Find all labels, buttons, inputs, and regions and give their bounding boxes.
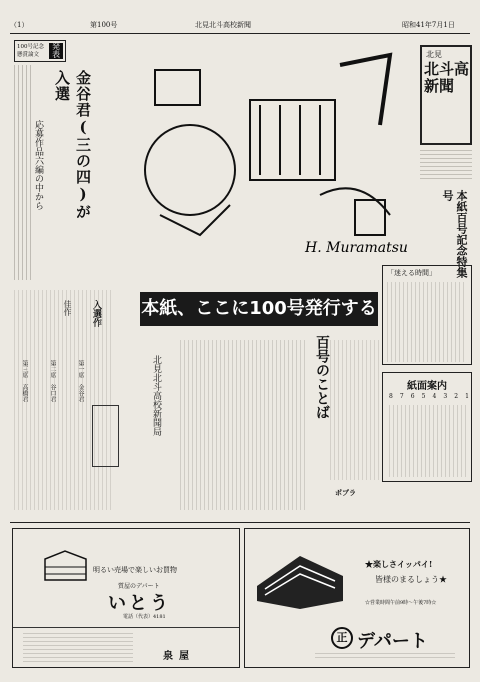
winner-list-1: 第一席 金谷君 (77, 360, 84, 402)
side-notice-box (92, 405, 119, 467)
header-paper-name: 北見北斗高校新聞 (195, 21, 251, 29)
poppu-label: ポプラ (335, 488, 356, 497)
masthead-title: 北斗高新聞 (424, 60, 470, 95)
ad-shop-sub: 質屋のデパート (118, 583, 160, 590)
masthead-info (420, 150, 472, 180)
main-banner: 本紙、ここに100号発行する (140, 292, 378, 326)
page-number: （1） (10, 21, 29, 29)
header-rule (10, 33, 470, 34)
toc-title: 紙面案内 (407, 381, 447, 392)
bottom-shop-name: 泉屋 (163, 651, 195, 662)
section-winning: 入選作 (91, 300, 101, 327)
winner-headline: 金谷君(三の四)が入選 (53, 70, 92, 220)
toc-text (389, 405, 469, 477)
contest-badge: 100号記念懸賞論文 (17, 44, 44, 58)
ad-slogan-2: 皆様のまるしょう★ (375, 575, 447, 584)
page-header (10, 20, 470, 32)
issue-number: 第100号 (90, 21, 118, 29)
ad-fine-print (23, 633, 133, 663)
column-text (14, 65, 32, 280)
editorial-text (180, 340, 308, 510)
left-body-text (14, 290, 114, 510)
feature-title: 「迷える時間」 (387, 269, 436, 277)
ad-slogan: 明るい売場で楽しいお買物 (93, 566, 177, 574)
ad-slogan-1: ★楽しさイッパイ! (365, 559, 433, 569)
sketch-clock (145, 125, 235, 215)
sketch-seven (340, 55, 390, 125)
feature-text (387, 282, 467, 362)
section-honorable: 佳作 (63, 300, 72, 316)
editorial-text-right (330, 340, 380, 480)
illustration-drawing (140, 45, 415, 255)
toc-list (389, 393, 469, 400)
sketch-school (250, 100, 335, 180)
masthead-sub: 北見 (426, 50, 442, 59)
masthead-box (420, 45, 472, 145)
winner-list-3: 第三席 高橋君 (21, 360, 28, 402)
store-building-icon (43, 547, 88, 582)
ad-department (244, 528, 470, 668)
ad-shop-phone: 電話（代表）4181 (123, 614, 166, 620)
ad-hours: ☆営業時間午前9時～午後7時☆ (365, 600, 437, 606)
toc-item: 2 (454, 393, 459, 400)
sketch-building (155, 70, 200, 105)
special-issue-label: 本紙百号記念特集号 (441, 190, 468, 278)
toc-item: 4 (432, 393, 437, 400)
ads-rule (10, 522, 470, 523)
toc-item: 8 (389, 393, 393, 400)
feature-box (382, 265, 472, 365)
toc-item: 1 (465, 393, 469, 400)
winner-list-2: 第二席 谷口君 (49, 360, 56, 402)
toc-item: 6 (410, 393, 415, 400)
department-address (315, 653, 455, 661)
ad-itoh (12, 528, 240, 668)
editorial-title: 百号のことば (314, 335, 330, 419)
department-name: デパート (357, 631, 428, 652)
publisher-name: 北見北斗高校新聞局 (151, 355, 161, 436)
toc-item: 5 (421, 393, 426, 400)
toc-item: 3 (443, 393, 448, 400)
announce-label: 発表 (49, 43, 63, 59)
winner-subhead: 応募作品六編の中から (33, 120, 43, 210)
toc-box (382, 372, 472, 482)
artist-signature: H. Muramatsu (305, 240, 408, 255)
store-mark-icon: 正 (331, 627, 353, 649)
toc-item: 7 (399, 393, 404, 400)
department-building-icon (255, 541, 345, 611)
ad-shop-name: いとう (108, 593, 171, 614)
contest-badge-box (14, 40, 66, 62)
ad-divider (13, 627, 239, 628)
header-date: 昭和41年7月1日 (402, 21, 455, 29)
